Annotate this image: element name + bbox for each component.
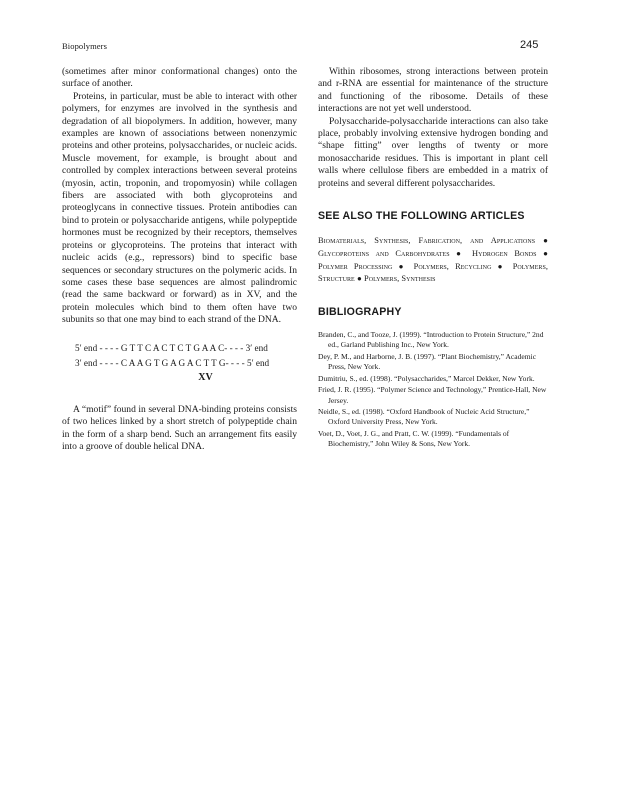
figure-label: XV bbox=[198, 371, 213, 383]
see-also-list bbox=[318, 235, 548, 285]
bibliography-entry: Branden, C., and Tooze, J. (1999). “Introduction to Protein Structure,” 2nd ed., Garland Publishing Inc., New York. bbox=[318, 330, 544, 350]
dna-sequence-figure bbox=[75, 341, 297, 371]
see-also-link[interactable]: Polymers, Recycling bbox=[413, 261, 492, 271]
bullet-separator: ● bbox=[543, 236, 548, 246]
bibliography-entry: Neidle, S., ed. (1998). “Oxford Handbook of Nucleic Acid Structure,” Oxford University Press, New York. bbox=[318, 407, 530, 427]
dna-strand-top: 5′ end - - - - G T T C A C T C T G A A C- - - - 3′ end bbox=[75, 342, 268, 353]
bibliography-entry: Dey, P. M., and Harborne, J. B. (1997). “Plant Biochemistry,” Academic Press, New York. bbox=[318, 352, 537, 372]
running-head: Biopolymers bbox=[62, 41, 108, 51]
body-paragraph: Polysaccharide-polysaccharide interactions can also take place, probably involving extensive hydrogen bonding and “shape fitting” over lengths of twenty or more monosaccharide residues. This is important in plant cell walls where cellulose fibers are embedded in a matrix of proteins and several different polysaccharides. bbox=[318, 115, 548, 189]
bullet-separator: ● bbox=[456, 249, 466, 259]
page-number: 245 bbox=[520, 39, 539, 51]
bullet-separator: ● bbox=[497, 261, 507, 271]
left-column bbox=[62, 66, 297, 454]
bibliography-entry: Voet, D., Voet, J. G., and Pratt, C. W. (1999). “Fundamentals of Biochemistry,” John Wiley & Sons, New York. bbox=[318, 429, 510, 449]
body-paragraph: Within ribosomes, strong interactions between protein and r-RNA are essential for maintenance of the structure and functioning of the ribosome. Details of these interactions are not yet well understood. bbox=[318, 66, 548, 115]
bibliography-heading: BIBLIOGRAPHY bbox=[318, 305, 402, 318]
see-also-heading: SEE ALSO THE FOLLOWING ARTICLES bbox=[318, 210, 525, 223]
bibliography-entry: Dumitriu, S., ed. (1998). “Polysaccharides,” Marcel Dekker, New York. bbox=[318, 373, 535, 383]
dna-strand-bottom: 3′ end - - - - C A A G T G A G A C T T G- - - - 5′ end bbox=[75, 357, 270, 368]
see-also-link[interactable]: Hydrogen Bonds bbox=[472, 249, 537, 259]
right-column bbox=[318, 66, 548, 451]
see-also-link[interactable]: Polymers, Synthesis bbox=[363, 274, 436, 284]
body-paragraph: A “motif” found in several DNA-binding proteins consists of two helices linked by a short stretch of polypeptide chain in the form of a sharp bend. Such an arrangement fits easily into a groove of double helical DNA. bbox=[62, 403, 297, 453]
bullet-separator: ● bbox=[356, 274, 362, 284]
bullet-separator: ● bbox=[543, 249, 548, 259]
bibliography-entry: Fried, J. R. (1995). “Polymer Science and Technology,” Prentice-Hall, New Jersey. bbox=[318, 385, 547, 405]
body-paragraph: Proteins, in particular, must be able to interact with other polymers, for enzymes are involved in the synthesis and degradation of all biopolymers. In addition, however, many examples are known of associations between nonenzymic proteins and other proteins, polysaccharides, or nucleic acids. Muscle movement, for example, is brought about and controlled by complex interactions between several proteins (myosin, actin, troponin, and tropomyosin) while collagen fibers are associated with both glycoproteins and proteoglycans in connective tissues. Protein antibodies can bind to protein or polysaccharide antigens, while polypeptide hormones must be recognized by their receptors, themselves proteins or glycoproteins. The proteins that interact with nucleic acids (e.g., repressors) bind to specific base sequences or secondary structures on the polymeric acids. In some cases these base sequences are almost palindromic (read the same backward or forward) as in XV, and the protein molecules which bind to them often have two subunits so that one may bind to each strand of the DNA. bbox=[62, 90, 297, 326]
bullet-separator: ● bbox=[398, 261, 408, 271]
bibliography-list bbox=[318, 330, 548, 449]
see-also-link[interactable]: Polymer Processing bbox=[318, 261, 393, 271]
body-paragraph: (sometimes after minor conformational changes) onto the surface of another. bbox=[62, 66, 297, 90]
see-also-link[interactable]: Biomaterials, Synthesis, Fabrication, and Applications bbox=[318, 236, 536, 246]
see-also-link[interactable]: Polymers, Structure bbox=[318, 261, 548, 284]
see-also-link[interactable]: Glycoproteins and Carbohydrates bbox=[318, 249, 450, 259]
